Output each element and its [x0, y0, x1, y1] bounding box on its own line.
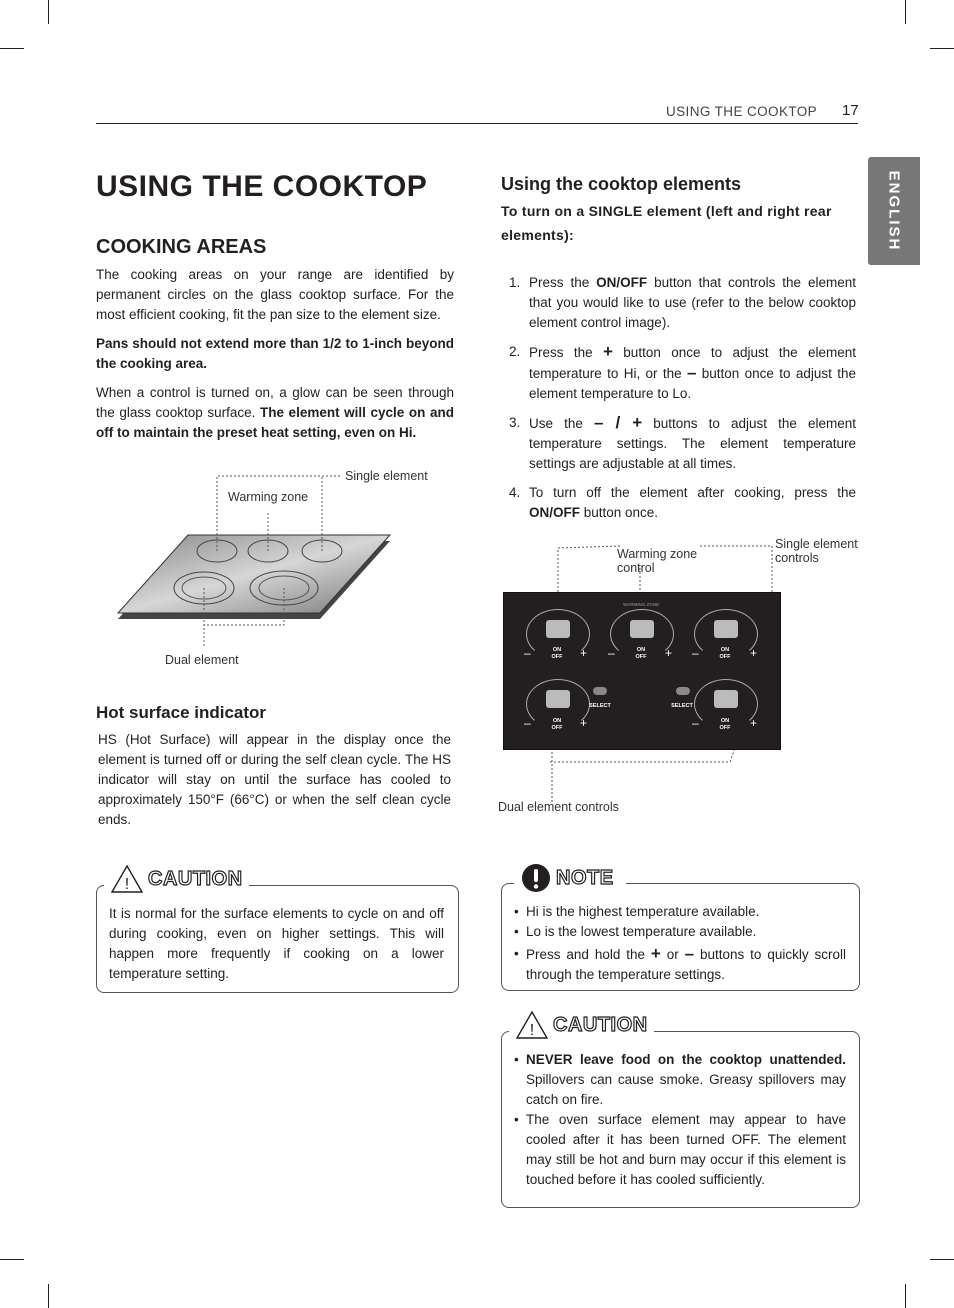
single-element-label: Single element — [345, 469, 428, 483]
hot-surface-text: HS (Hot Surface) will appear in the display once the element is turned off or during the self clean cycle. The HS indicator will stay on until the surface has cooled to approximately 150°F (66°C) or when the self clean cycle ends. — [98, 732, 451, 827]
minus-button[interactable]: – — [524, 646, 531, 660]
crop-mark — [48, 1284, 49, 1308]
warming-zone-label: Warming zone — [228, 490, 309, 504]
display-window — [546, 620, 570, 638]
svg-text:!: ! — [529, 1022, 535, 1039]
caution-right-list — [514, 1050, 846, 1190]
on-off-button[interactable]: ON OFF — [719, 647, 731, 660]
display-window — [546, 690, 570, 708]
page-number: 17 — [842, 102, 859, 119]
minus-plus-symbol: – / + — [593, 413, 643, 432]
minus-symbol: – — [684, 944, 695, 963]
steps-list — [501, 273, 856, 532]
minus-button[interactable]: – — [692, 716, 699, 730]
warning-triangle-icon — [110, 864, 144, 894]
crop-mark — [930, 48, 954, 49]
plus-button[interactable]: + — [665, 646, 673, 660]
plus-button[interactable]: + — [580, 646, 588, 660]
minus-button[interactable]: – — [608, 646, 615, 660]
crop-mark — [905, 0, 906, 24]
on-off-button[interactable]: ON OFF — [551, 647, 563, 660]
display-window — [630, 620, 654, 638]
note-item: • Lo is the lowest temperature available. — [514, 922, 846, 942]
cooktop-surface — [118, 535, 390, 613]
step-item: 4. To turn off the element after cooking, press the ON/OFF button once. — [509, 485, 856, 520]
running-header: USING THE COOKTOP — [666, 104, 818, 119]
dual-element-controls-label: Dual element controls — [498, 800, 619, 814]
caution-left-header — [104, 864, 249, 894]
select-button[interactable]: SELECT — [671, 703, 693, 709]
note-list — [514, 902, 846, 985]
caution-left-text: It is normal for the surface elements to cycle on and off during cooking, even on higher settings. This will happen more frequently if cooking on a lower temperature setting. — [109, 906, 444, 981]
single-element-controls-label: Single element controls — [775, 537, 858, 565]
using-elements-heading: Using the cooktop elements — [501, 174, 742, 194]
note-box — [501, 883, 860, 991]
hot-surface-heading: Hot surface indicator — [96, 703, 267, 722]
header-rule — [96, 123, 858, 124]
language-tab — [868, 157, 920, 265]
para3-plain: When a control is turned on, a glow can be seen through the glass cooktop surface. — [96, 385, 454, 420]
crop-mark — [905, 1284, 906, 1308]
caution-right-title: CAUTION — [553, 1013, 648, 1036]
caution-item: • The oven surface element may appear to have cooled after it has been turned OFF. The element may still be hot and burn may occur if this element is touched before it has cooled sufficiently. — [514, 1110, 846, 1190]
select-toggle-icon[interactable] — [593, 687, 607, 695]
select-toggle-icon[interactable] — [676, 687, 690, 695]
on-off-button[interactable]: ON OFF — [551, 718, 563, 731]
note-item: • Hi is the highest temperature available. — [514, 902, 846, 922]
caution-box-right — [501, 1031, 860, 1208]
plus-button[interactable]: + — [580, 716, 588, 730]
warming-zone-control-label: Warming zone control — [617, 547, 698, 575]
caution-box-left — [96, 885, 459, 993]
crop-mark — [930, 1259, 954, 1260]
minus-button[interactable]: – — [692, 646, 699, 660]
minus-symbol: – — [686, 363, 697, 382]
note-item: • Press and hold the + or – buttons to quickly scroll through the temperature settings. — [514, 944, 846, 985]
step-item: 2. Press the + button once to adjust the element temperature to Hi, or the – button once to adjust the element temperature to Lo. — [509, 342, 856, 401]
on-off-button[interactable]: ON OFF — [719, 718, 731, 731]
caution-right-header — [509, 1010, 654, 1040]
para3-bold: The element will cycle on and off to maintain the preset heat setting, even on Hi. — [96, 405, 454, 440]
language-tab-label: ENGLISH — [885, 170, 903, 252]
step-item: 1. Press the ON/OFF button that controls the element that you would like to use (refer to the below cooktop element control image). — [509, 275, 857, 330]
display-window — [714, 690, 738, 708]
crop-mark — [0, 1259, 24, 1260]
plus-button[interactable]: + — [750, 646, 758, 660]
cooking-areas-para3 — [96, 383, 454, 443]
single-element-subheading: To turn on a SINGLE element (left and right rear elements): — [501, 203, 832, 243]
plus-symbol: + — [650, 944, 661, 963]
display-window — [714, 620, 738, 638]
crop-mark — [48, 0, 49, 24]
exclamation-circle-icon — [520, 862, 552, 894]
crop-mark — [0, 48, 24, 49]
caution-item: • NEVER leave food on the cooktop unattended. Spillovers can cause smoke. Greasy spillovers may catch on fire. — [514, 1050, 846, 1110]
warming-zone-marking: WARMING ZONE — [623, 602, 659, 607]
plus-symbol: + — [603, 342, 613, 361]
caution-left-title: CAUTION — [148, 867, 243, 890]
step-item: 3. Use the – / + buttons to adjust the element temperature settings. The element temperature settings are adjustable at all times. — [509, 413, 856, 471]
cooking-areas-para2: Pans should not extend more than 1/2 to 1-inch beyond the cooking area. — [96, 336, 454, 371]
cooking-areas-para1: The cooking areas on your range are identified by permanent circles on the glass cooktop surface. For the most efficient cooking, fit the pan size to the element size. — [96, 267, 454, 322]
dual-element-label: Dual element — [165, 653, 239, 667]
warning-triangle-icon — [515, 1010, 549, 1040]
select-button[interactable]: SELECT — [589, 703, 611, 709]
cooking-areas-heading: COOKING AREAS — [96, 236, 267, 258]
page-title: USING THE COOKTOP — [96, 170, 428, 203]
svg-text:!: ! — [124, 876, 130, 893]
on-off-button[interactable]: ON OFF — [635, 647, 647, 660]
note-title: NOTE — [556, 866, 614, 889]
cooktop-control-panel — [503, 592, 781, 750]
plus-button[interactable]: + — [750, 716, 758, 730]
minus-button[interactable]: – — [524, 716, 531, 730]
note-header — [514, 862, 626, 894]
